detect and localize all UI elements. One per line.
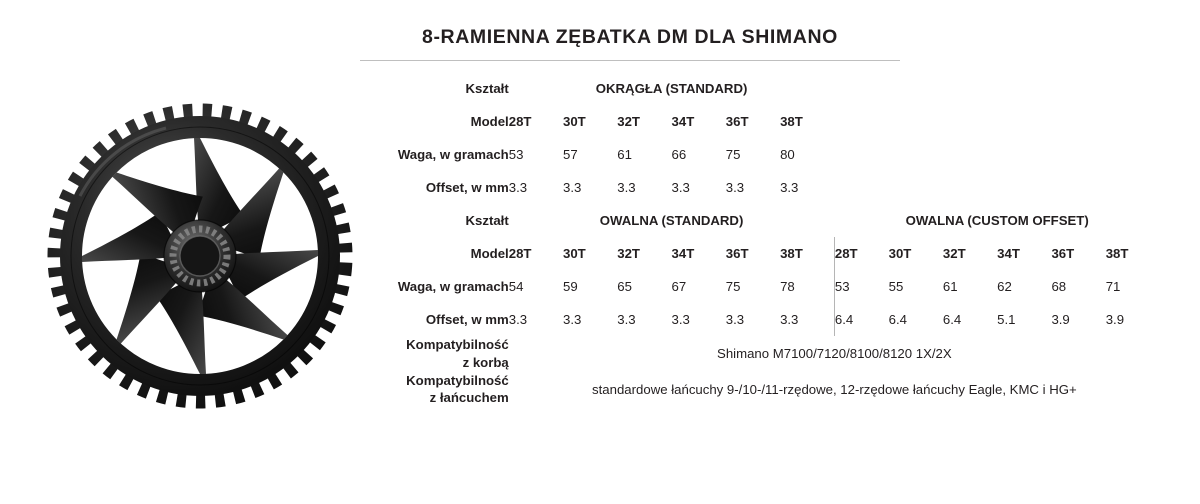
label-offset: Offset, w mm [425, 179, 509, 195]
row-offset-oval [360, 303, 1160, 336]
offset-cell: 6.4 [942, 312, 962, 327]
chainring-illustration [40, 88, 360, 418]
weight-cell: 67 [671, 279, 687, 294]
model-cell: 36T [1051, 246, 1075, 261]
weight-cell: 59 [563, 279, 578, 294]
row-model-oval [360, 237, 1160, 270]
crank-compatibility-value: Shimano M7100/7120/8100/8120 1X/2X [717, 346, 952, 362]
offset-cell: 6.4 [834, 303, 888, 336]
model-cell: 34T [997, 246, 1020, 261]
row-weight-round [360, 138, 1160, 171]
weight-cell: 57 [563, 147, 578, 162]
label-weight: Waga, w gramach [397, 146, 509, 162]
offset-cell: 3.9 [1051, 312, 1070, 327]
row-shape-oval [360, 204, 1160, 237]
label-shape: Kształt [465, 212, 509, 228]
model-cell: 38T [780, 246, 803, 261]
row-shape-round [360, 72, 1160, 105]
offset-cell: 3.3 [725, 312, 745, 327]
row-offset-round [360, 171, 1160, 204]
model-cell: 30T [888, 246, 912, 261]
model-cell: 34T [671, 114, 695, 129]
weight-cell: 61 [617, 147, 632, 162]
model-cell: 36T [725, 114, 749, 129]
chain-compatibility-value: standardowe łańcuchy 9-/10-/11-rzędowe, 12-rzędowe łańcuchy Eagle, KMC i HG+ [592, 381, 1077, 397]
label-line-2: z łańcuchem [429, 390, 509, 406]
model-cell: 30T [563, 246, 586, 261]
label-crank-compatibility [360, 336, 509, 372]
model-cell: 34T [671, 246, 695, 261]
offset-cell: 3.3 [508, 312, 528, 327]
offset-cell: 5.1 [997, 312, 1016, 327]
label-model: Model [470, 113, 509, 129]
weight-cell: 75 [725, 279, 741, 294]
weight-cell: 80 [780, 147, 795, 162]
group-round-standard: OKRĄGŁA (STANDARD) [595, 81, 748, 96]
model-cell: 32T [617, 114, 640, 129]
weight-cell: 54 [508, 279, 524, 294]
weight-cell: 65 [617, 279, 632, 294]
label-shape: Kształt [465, 80, 509, 96]
group-oval-custom: OWALNA (CUSTOM OFFSET) [905, 213, 1089, 228]
offset-cell: 3.3 [617, 180, 636, 195]
weight-cell: 62 [997, 279, 1012, 294]
offset-cell: 3.3 [563, 180, 582, 195]
weight-cell: 78 [780, 279, 795, 294]
offset-cell: 3.3 [617, 312, 636, 327]
label-line-1: Kompatybilność [406, 337, 509, 352]
model-cell: 28T [508, 246, 532, 261]
offset-cell: 3.3 [780, 180, 799, 195]
row-model-round [360, 105, 1160, 138]
spec-table [360, 72, 1160, 407]
model-cell: 28T [508, 114, 532, 129]
label-line-2: z korbą [462, 354, 509, 370]
label-chain-compatibility [360, 372, 509, 408]
weight-cell: 53 [834, 270, 888, 303]
offset-cell: 3.3 [780, 312, 799, 327]
label-offset: Offset, w mm [425, 311, 509, 327]
model-cell: 32T [617, 246, 640, 261]
row-crank-compatibility [360, 336, 1160, 372]
model-cell: 38T [1105, 246, 1129, 261]
offset-cell: 3.3 [671, 312, 690, 327]
weight-cell: 61 [942, 279, 958, 294]
group-oval-standard: OWALNA (STANDARD) [599, 213, 744, 228]
model-cell: 30T [563, 114, 586, 129]
weight-cell: 66 [671, 147, 687, 162]
row-chain-compatibility [360, 372, 1160, 408]
row-weight-oval [360, 270, 1160, 303]
model-cell: 32T [942, 246, 966, 261]
page-title: 8-RAMIENNA ZĘBATKA DM DLA SHIMANO [360, 26, 900, 61]
product-image [40, 88, 360, 418]
model-cell: 36T [725, 246, 749, 261]
model-cell: 28T [834, 237, 888, 270]
spec-area [360, 26, 1160, 407]
offset-cell: 3.3 [508, 180, 528, 195]
model-cell: 38T [780, 114, 803, 129]
offset-cell: 3.3 [725, 180, 745, 195]
offset-cell: 3.3 [563, 312, 582, 327]
label-weight: Waga, w gramach [397, 278, 509, 294]
weight-cell: 71 [1105, 279, 1121, 294]
weight-cell: 75 [725, 147, 741, 162]
offset-cell: 3.3 [671, 180, 690, 195]
label-model: Model [470, 245, 509, 261]
offset-cell: 3.9 [1105, 312, 1125, 327]
weight-cell: 55 [888, 279, 904, 294]
label-line-1: Kompatybilność [406, 372, 509, 388]
weight-cell: 68 [1051, 279, 1067, 294]
weight-cell: 53 [508, 147, 524, 162]
offset-cell: 6.4 [888, 312, 907, 327]
